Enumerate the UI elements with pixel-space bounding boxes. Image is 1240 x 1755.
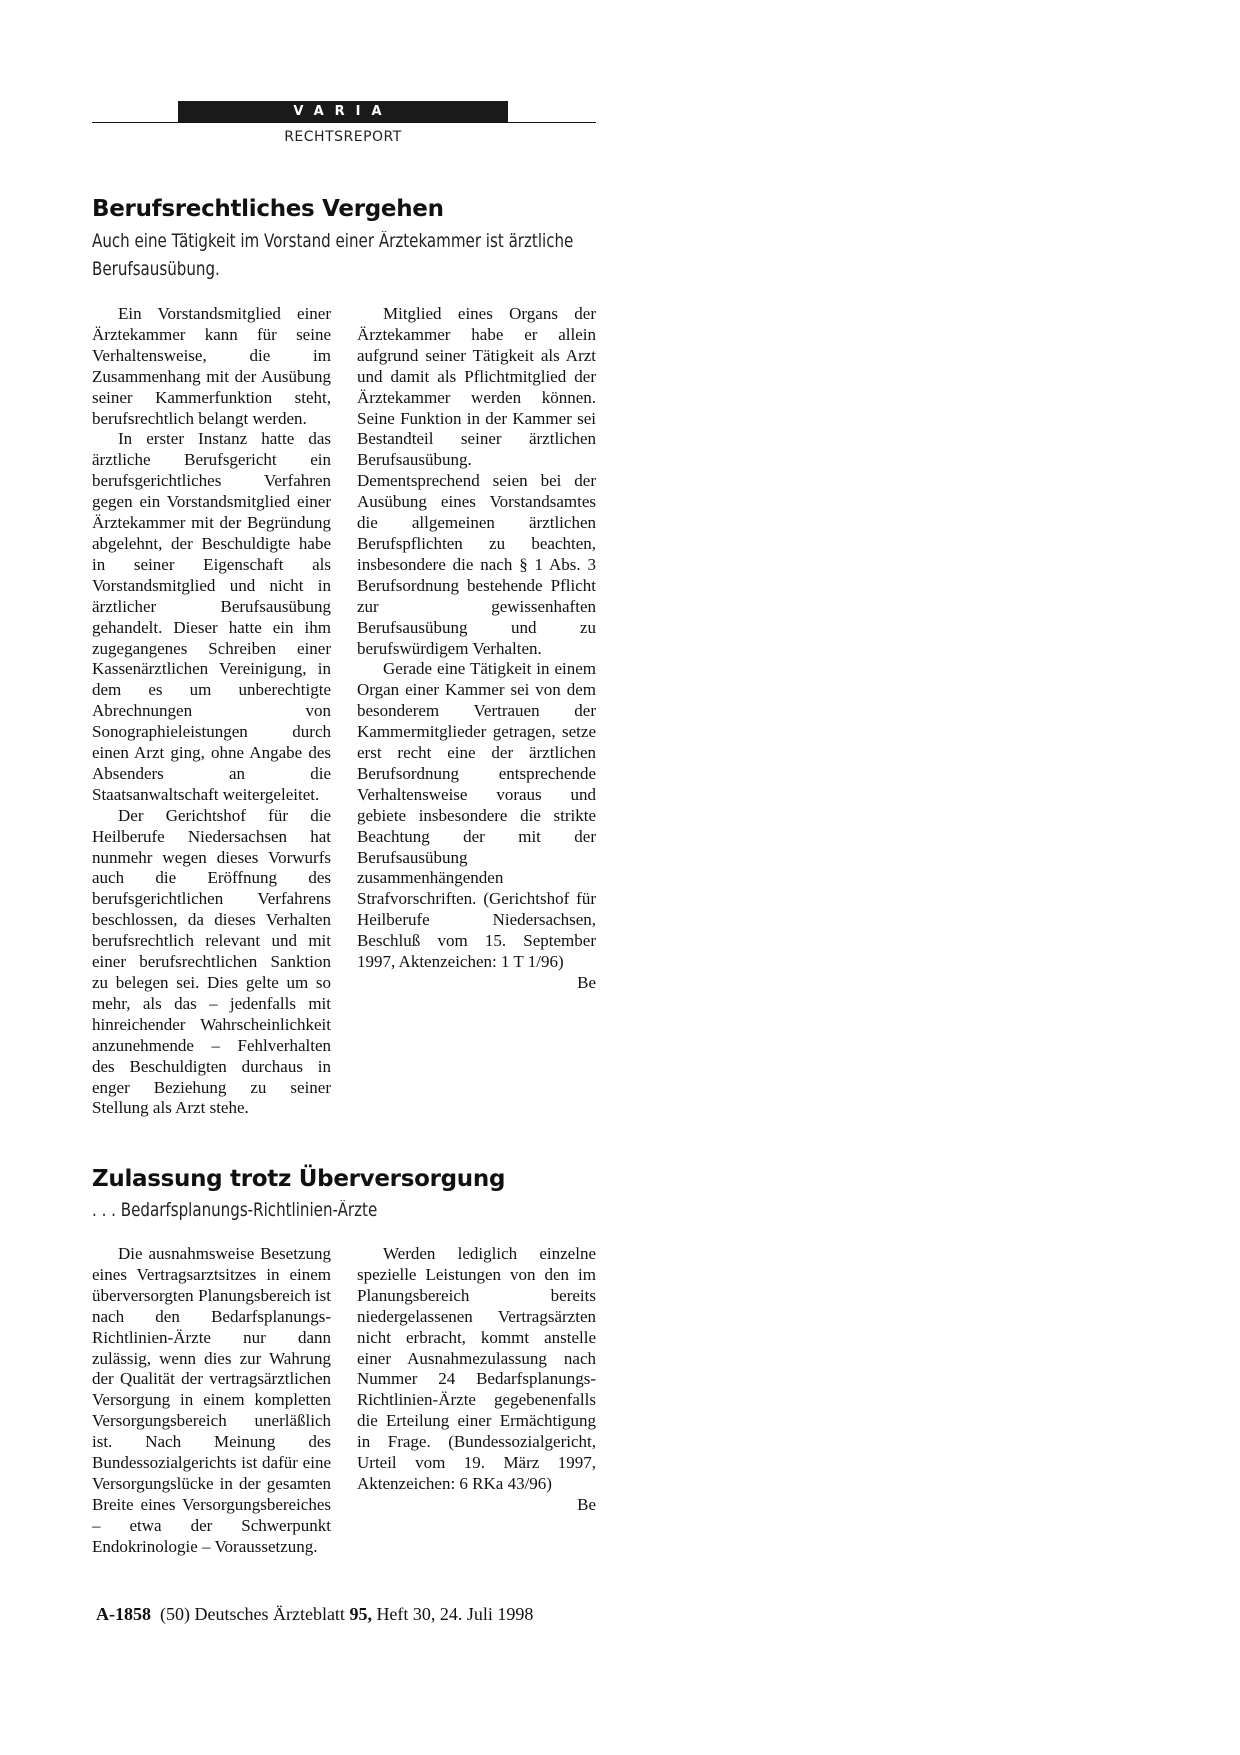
article1-paragraph: In erster Instanz hatte das ärztliche Berufsgericht ein berufsgerichtliches Verfahren gegen ein Vorstandsmitglied einer Ärztekammer mit der Begründung abgelehnt, der Beschuldigte habe in seiner Eigenschaft als Vorstandsmitglied und nicht in ärztlicher Berufsausübung gehandelt. Dieser hatte ein ihm zugegangenes Schreiben einer Kassenärztlichen Vereinigung, in dem es um unberechtigte Abrechnungen von Sonographieleistungen durch einen Arzt ging, ohne Angabe des Absenders an die Staatsanwaltschaft weitergeleitet. (92, 429, 331, 804)
page-footer (96, 1604, 533, 1625)
article2-body (92, 1244, 596, 1584)
article1-subtitle-line1: Auch eine Tätigkeit im Vorstand einer Ärztekammer ist ärztliche (92, 231, 574, 252)
article1-body (92, 304, 596, 1134)
header-rule (92, 122, 596, 123)
article1-paragraph (357, 659, 596, 992)
journal-name: (50) Deutsches Ärzteblatt (160, 1604, 345, 1624)
article2-subtitle: . . . Bedarfsplanungs-Richtlinien-Ärzte (92, 1200, 378, 1221)
rubric-label: RECHTSREPORT (284, 129, 402, 145)
article1-paragraph: Mitglied eines Organs der Ärztekammer habe er allein aufgrund seiner Tätigkeit als Arzt und damit als Pflichtmitglied der Ärztekammer werden können. Seine Funktion in der Kammer sei Bestandteil seiner ärztlichen Berufsausübung. Dementsprechend seien bei der Ausübung eines Vorstandsamtes die allgemeinen ärztlichen Berufspflichten zu beachten, insbesondere die nach § 1 Abs. 3 Berufsordnung bestehende Pflicht zur gewissenhaften Berufsausübung und zu berufswürdigem Verhalten. (357, 304, 596, 658)
article1-subtitle-line2: Berufsausübung. (92, 259, 220, 280)
article2-title: Zulassung trotz Überversorgung (92, 1166, 506, 1192)
article2-paragraph (357, 1244, 596, 1514)
article2-signature: Be (577, 1494, 596, 1514)
article1-signature: Be (577, 973, 596, 992)
page-number: A-1858 (96, 1604, 151, 1624)
volume-number: 95, (349, 1604, 372, 1624)
article2-paragraph: Die ausnahmsweise Besetzung eines Vertragsarztsitzes in einem überversorgten Planungsbereich ist nach den Bedarfsplanungs-Richtlinien-Ärzte nur dann zulässig, wenn dies zur Wahrung der Qualität der vertragsärztlichen Versorgung in einem kompletten Versorgungsbereich unerläßlich ist. Nach Meinung des Bundessozialgerichts ist dafür eine Versorgungslücke in der gesamten Breite eines Versorgungsbereiches – etwa der Schwerpunkt Endokrinologie – Voraussetzung. (92, 1244, 331, 1556)
article1-paragraph: Ein Vorstandsmitglied einer Ärztekammer kann für seine Verhaltensweise, die im Zusammenhang mit der Ausübung seiner Kammerfunktion steht, berufsrechtlich belangt werden. (92, 304, 331, 428)
article2-last-paragraph-text: Werden lediglich einzelne spezielle Leistungen von den im Planungsbereich bereits niedergelassenen Vertragsärzten nicht erbracht, kommt anstelle einer Ausnahmezulassung nach Nummer 24 Bedarfsplanungs-Richtlinien-Ärzte gegebenenfalls die Erteilung einer Ermächtigung in Frage. (Bundessozialgericht, Urteil vom 19. März 1997, Aktenzeichen: 6 RKa 43/96) (357, 1244, 596, 1493)
issue-date: Heft 30, 24. Juli 1998 (376, 1604, 534, 1624)
section-bar: VARIA (178, 101, 508, 122)
article1-title: Berufsrechtliches Vergehen (92, 196, 444, 222)
article1-paragraph: Der Gerichtshof für die Heilberufe Niedersachsen hat nunmehr wegen dieses Vorwurfs auch die Eröffnung des berufsgerichtlichen Verfahrens beschlossen, da dieses Verhalten berufsrechtlich relevant und mit einer berufsrechtlichen Sanktion zu belegen sei. Dies gelte um so mehr, als das – jedenfalls mit hinreichender Wahrscheinlichkeit anzunehmende – Fehlverhalten des Beschuldigten durchaus in enger Beziehung zu seiner Stellung als Arzt stehe. (92, 805, 331, 1118)
article1-last-paragraph-text: Gerade eine Tätigkeit in einem Organ einer Kammer sei von dem besonderem Vertrauen der Kammermitglieder getragen, setze erst recht eine der ärztlichen Berufsordnung entsprechende Verhaltensweise voraus und gebiete insbesondere die strikte Beachtung der mit der Berufsausübung zusammenhängenden Strafvorschriften. (Gerichtshof für Heilberufe Niedersachsen, Beschluß vom 15. September 1997, Aktenzeichen: 1 T 1/96) (357, 659, 596, 972)
